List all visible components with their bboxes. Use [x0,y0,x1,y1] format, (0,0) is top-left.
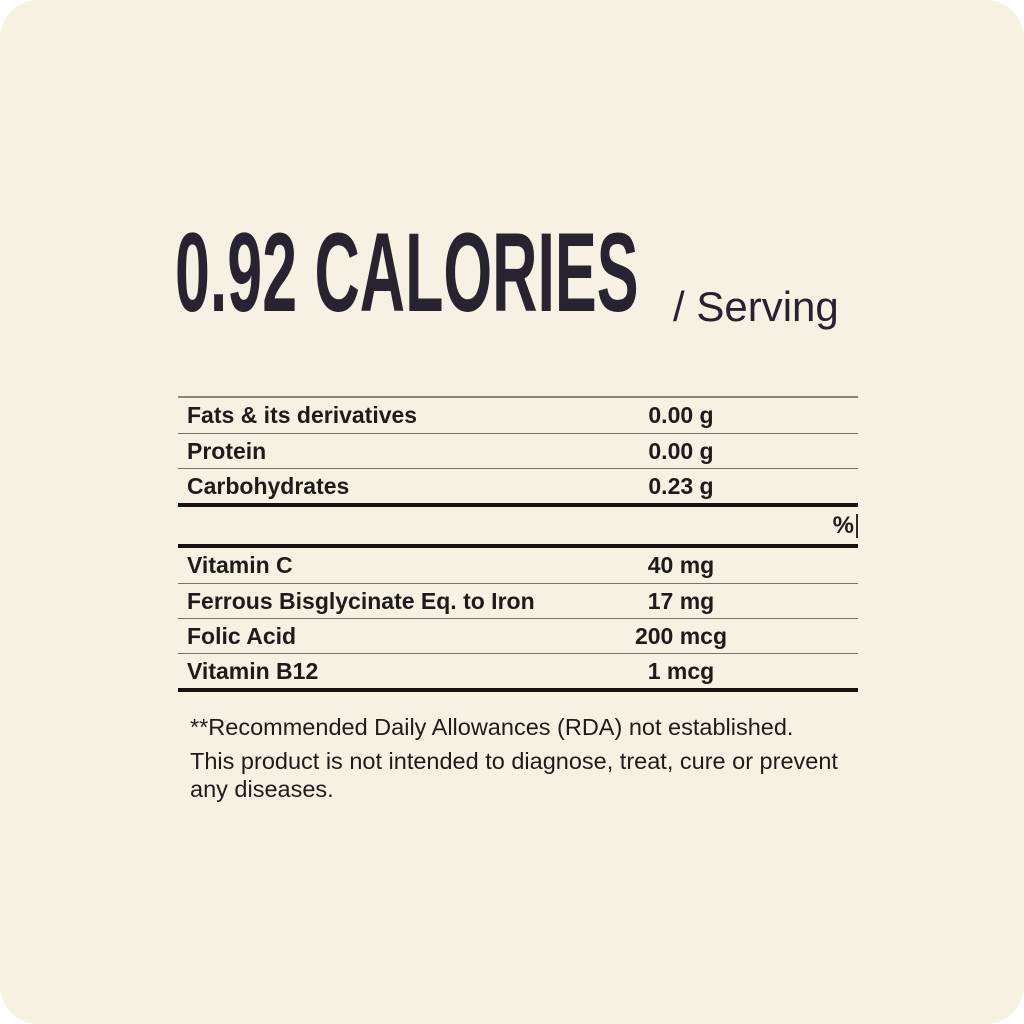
table-row [178,433,858,468]
nutrient-amount: 40 mg [647,552,715,578]
clipped-character-mark [856,514,858,538]
calories-title: 0.92 CALORIES [175,210,639,335]
micros-section [178,548,858,688]
nutrient-name: Ferrous Bisglycinate Eq. to Iron [187,587,535,614]
nutrient-name: Vitamin C [187,552,293,578]
nutrient-name: Carbohydrates [187,472,350,499]
macros-section [178,398,858,503]
nutrient-name: Protein [187,437,267,464]
table-row [178,618,858,653]
nutrient-amount: 1 mcg [647,657,715,684]
nutrient-amount: 17 mg [647,587,715,614]
rda-footnote: **Recommended Daily Allowances (RDA) not established. [190,714,794,740]
nutrient-name: Vitamin B12 [187,657,319,684]
table-row [178,548,858,583]
rda-header-row [178,507,858,544]
per-serving-label: / Serving [673,283,839,330]
rda-percent-header: % [832,511,854,539]
footnotes [190,714,862,803]
nutrient-amount: 200 mcg [634,622,728,649]
thick-divider [178,688,858,692]
nutrient-name: Folic Acid [187,622,297,649]
nutrient-amount: 0.23 g [648,472,714,499]
disclaimer-text: This product is not intended to diagnose, treat, cure or prevent any diseases. [190,748,838,802]
nutrition-table [178,396,858,692]
nutrient-amount: 0.00 g [648,402,714,428]
table-row [178,468,858,503]
nutrient-amount: 0.00 g [648,437,714,464]
table-row [178,398,858,433]
table-row [178,583,858,618]
table-row [178,653,858,688]
nutrient-name: Fats & its derivatives [187,402,418,428]
